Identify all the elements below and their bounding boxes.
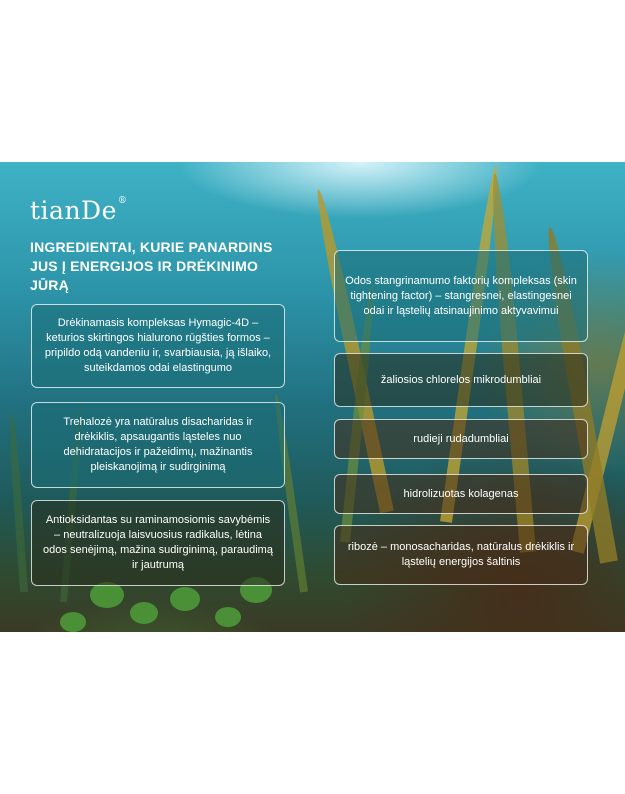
ingredient-text: Antioksidantas su raminamosiomis savybėmis – neutralizuoja laisvuosius radikalus, lėtina odos senėjimą, mažina sudirginimą, paraudimą ir jautrumą xyxy=(43,514,273,571)
ingredient-card-chlorella xyxy=(334,353,588,407)
ingredient-text: žaliosios chlorelos mikrodumbliai xyxy=(380,373,542,386)
ingredient-card-brown-algae xyxy=(334,419,588,459)
ingredient-text: rudieji rudadumbliai xyxy=(413,432,509,445)
sea-plant-decoration xyxy=(130,602,158,624)
ingredient-card-hymagic xyxy=(31,304,285,388)
ingredient-card-trehalose xyxy=(31,402,285,488)
ingredient-card-ribose xyxy=(334,525,588,585)
ingredient-card-collagen xyxy=(334,474,588,514)
logo-text: tianDe xyxy=(30,196,117,225)
ingredient-text: hidrolizuotas kolagenas xyxy=(403,487,519,500)
registered-mark: ® xyxy=(117,196,128,206)
sea-plant-decoration xyxy=(170,587,200,611)
tiande-logo xyxy=(30,196,127,225)
ingredient-text: Odos stangrinamumo faktorių kompleksas (skin tightening factor) – stangresnei, elastingesnei odai ir ląstelių atsinaujinimo aktyvavimui xyxy=(345,274,577,317)
sea-plant-decoration xyxy=(60,612,86,632)
ingredient-card-antioxidant xyxy=(31,500,285,586)
underwater-banner xyxy=(0,162,625,632)
ingredient-card-skin-tightening xyxy=(334,250,588,342)
ingredient-text: Drėkinamasis kompleksas Hymagic-4D – keturios skirtingos hialurono rūgšties formos – pripildo odą vandeniu ir, svarbiausia, ją išlaiko, suteikdamos odai elastingumo xyxy=(44,317,272,374)
seaweed-decoration xyxy=(7,412,28,592)
ingredient-text: ribozė – monosacharidas, natūralus drėkiklis ir ląstelių energijos šaltinis xyxy=(347,541,575,568)
page-title: INGREDIENTAI, KURIE PANARDINS JUS Į ENERGIJOS IR DRĖKINIMO JŪRĄ xyxy=(30,239,273,293)
ingredient-text: Trehalozė yra natūralus disacharidas ir drėkiklis, apsaugantis ląsteles nuo dehidratacijos ir pažeidimų, mažinantis pleiskanojimą ir sudirginimą xyxy=(63,416,253,473)
sea-plant-decoration xyxy=(215,607,241,627)
